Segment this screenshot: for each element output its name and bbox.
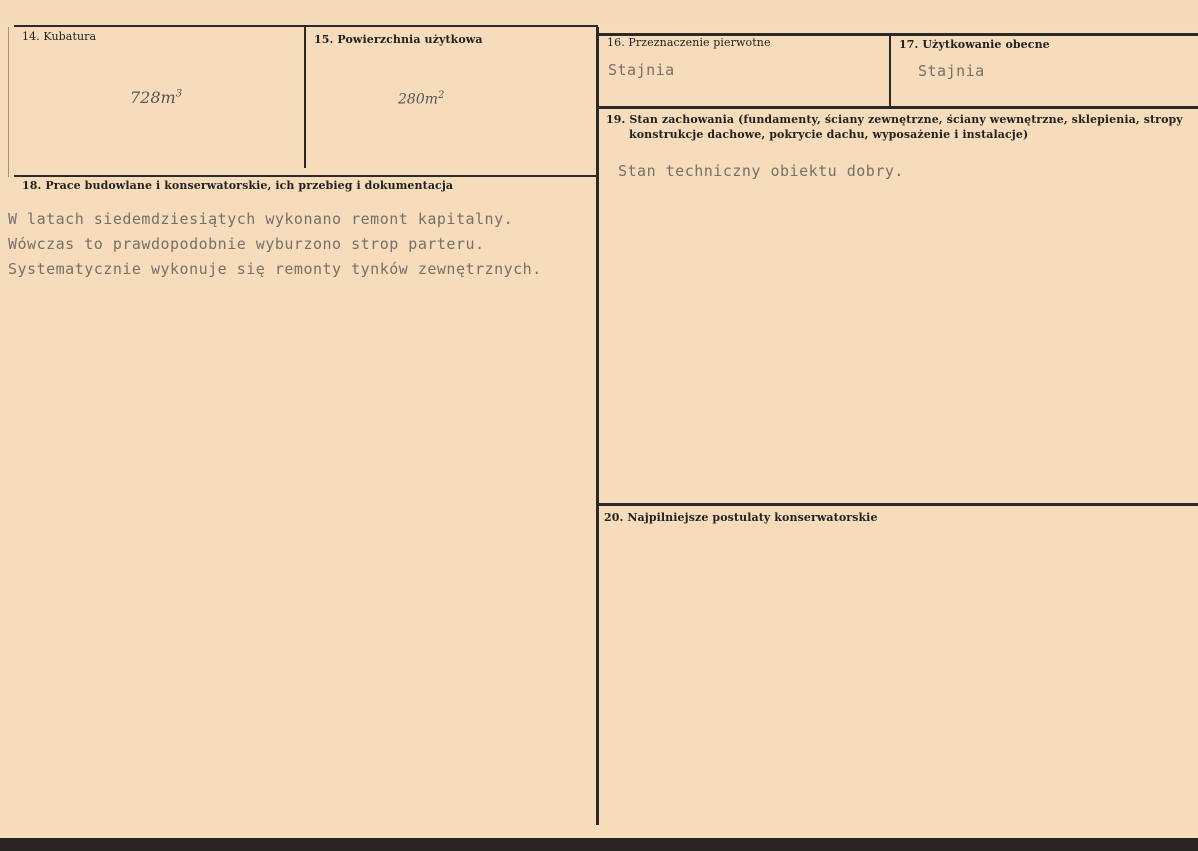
field-15-value-text: 280m (398, 91, 438, 108)
left-edge-rule (8, 27, 9, 177)
field-14-label: 14. Kubatura (22, 30, 97, 43)
field-18-value (8, 207, 542, 282)
rule-under-14-15 (14, 175, 598, 177)
field-18-label: 18. Prace budowlane i konserwatorskie, ich przebieg i dokumentacja (22, 179, 454, 192)
field-17-label: 17. Użytkowanie obecne (899, 38, 1050, 51)
main-vertical-divider (596, 27, 599, 825)
field-14-value (130, 88, 182, 107)
top-rule-left (14, 25, 598, 27)
field-20-label: 20. Najpilniejsze postulaty konserwatorskie (604, 511, 878, 524)
field-14-value-text: 728m (130, 88, 176, 107)
field-19-label-line1: 19. Stan zachowania (fundamenty, ściany zewnętrzne, ściany wewnętrzne, sklepienia, stropy (606, 113, 1183, 126)
field-17-value: Stajnia (918, 62, 985, 80)
field-19-value: Stan techniczny obiektu dobry. (618, 162, 904, 180)
field-15-label: 15. Powierzchnia użytkowa (314, 33, 483, 46)
field-15-value (398, 90, 444, 108)
field-16-label: 16. Przeznaczenie pierwotne (607, 36, 771, 49)
field-19-label-line2: konstrukcje dachowe, pokrycie dachu, wyposażenie i instalacje) (629, 128, 1029, 141)
rule-under-16-17 (598, 106, 1198, 109)
divider-16-17 (889, 34, 891, 106)
field-18-line: Systematycznie wykonuje się remonty tynków zewnętrznych. (8, 260, 542, 278)
field-14-unit-sup: 3 (175, 88, 183, 100)
rule-above-20 (598, 503, 1198, 506)
field-18-line: W latach siedemdziesiątych wykonano remont kapitalny. (8, 210, 514, 228)
field-16-value: Stajnia (608, 61, 675, 79)
card-top-edge (0, 0, 1198, 24)
field-18-line: Wówczas to prawdopodobnie wyburzono strop parteru. (8, 235, 485, 253)
card-bottom-edge (0, 838, 1198, 851)
divider-14-15 (304, 27, 306, 168)
field-15-unit-sup: 2 (438, 90, 445, 101)
